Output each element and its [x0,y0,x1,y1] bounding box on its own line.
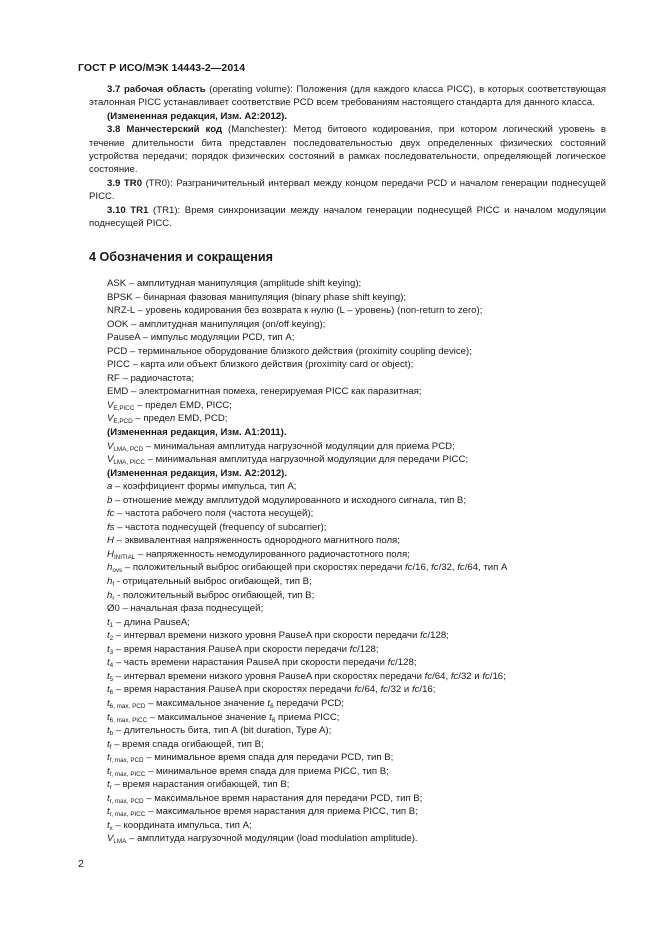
fc-symbol: fc [457,562,465,574]
symbol-subscript: 5 [109,675,114,683]
symbol-text: – предел EMD, PICC; [134,399,232,411]
symbol-subscript: r, max, PCD [109,797,144,805]
symbol-text: – минимальное время спада для приема PICC, тип В; [145,765,389,777]
list-item [107,548,607,562]
symbol: V [107,399,114,411]
symbol: h [107,576,113,588]
symbol-text: – минимальное время спада для передачи PCD, тип В; [143,752,394,764]
symbol-text: – максимальное время нарастания для приема PICC, тип В; [145,806,418,818]
symbol: h [107,562,113,574]
symbol: V [107,833,114,845]
symbol-text: – эквивалентная напряженность однородного магнитного поля; [113,535,400,547]
list-item [107,399,607,413]
symbol: t [107,765,110,777]
symbol: t [267,697,271,709]
list-item [107,751,607,765]
symbol-subscript: 6 [271,716,276,724]
symbol-text: /16; [489,670,506,682]
abbr-text: – бинарная фазовая манипуляция (binary phase shift keying); [132,291,407,303]
list-item [107,304,607,318]
def-term: Манчестерский код [126,124,223,136]
list-item [107,738,607,752]
symbol-text: /16; [419,684,436,696]
abbr-key: BPSK [107,291,133,303]
list-item [107,589,607,603]
symbols-list [107,277,607,846]
fc-symbol: fc [404,562,413,574]
abbr-key: PCD [107,345,128,357]
symbol: V [107,454,114,466]
symbol-subscript: E,PCD [113,418,133,426]
symbol-subscript: b [109,730,114,738]
def-number: 3.7 [107,84,121,95]
abbr-key: OOK [107,318,129,330]
symbol-text: – интервал времени низкого уровня PauseA при скоростях передачи [113,670,425,682]
fc-symbol: fc [431,562,439,574]
def-term: рабочая область [123,84,206,95]
symbol-text: – время нарастания PauseA при скоростях передачи [113,684,355,696]
amendment-note: (Измененная редакция, Изм. А2:2012). [107,110,288,122]
symbol-text: – время спада огибающей, тип В; [111,738,264,750]
symbol-text: – коэффициент формы импульса, тип А; [112,481,297,493]
symbol-text: – максимальное значение [147,711,270,723]
symbol-text: – максимальное значение [145,697,268,709]
symbol: t [107,616,110,628]
symbol-text: – время нарастания огибающей, тип В; [111,779,290,791]
fc-symbol: fc [380,684,388,696]
amendment-note: (Измененная редакция, Изм. А1:2011). [107,427,287,439]
def-number: 3.10 [107,204,126,216]
def-text: (TR0): Разграничительный интервал между концом передачи PCD и началом генерации поднесущей PICC. [89,177,606,203]
list-item [107,561,607,575]
symbol: V [107,413,114,425]
symbol-text: /16, [412,562,432,574]
symbol-subscript: E,PICC [113,404,135,412]
symbol-text: – минимальная амплитуда нагрузочной модуляции для передачи PICC; [144,454,469,466]
symbol-subscript: 6 [270,702,274,710]
list-item [107,521,607,535]
symbol-subscript: LMA, PICC [113,459,145,467]
symbol-text: /32 и [458,670,483,682]
symbol-text: – минимальная амплитуда нагрузочной модуляции для приема PCD; [143,440,455,452]
symbol-subscript: 4 [109,662,114,670]
fc-symbol: fc [349,643,358,655]
list-item [107,507,607,521]
symbol-text: /128; [357,643,379,655]
symbol-text: /128; [395,657,417,669]
list-item [107,277,607,291]
symbol-subscript: 1 [109,621,114,629]
symbol-subscript: 3 [109,648,114,656]
symbol: b [107,494,113,506]
symbol-text: – длительность бита, тип А (bit duration, Type A); [113,725,332,737]
section-heading: 4 Обозначения и сокращения [89,250,273,264]
list-item [107,453,607,467]
abbr-text: – амплитудная манипуляция (on/off keying); [128,318,326,330]
symbol-subscript: INITIAL [113,553,136,561]
symbol-subscript: LMA, PCD [113,445,144,453]
list-item [107,778,607,792]
symbol-text: – максимальное время нарастания для передачи PCD, тип В; [143,792,423,804]
abbr-key: PauseA [107,332,141,344]
list-item [107,683,607,697]
def-text: (operating volume): Положения (для каждого класса PICC), в которых соответствующая эталонная PICC устанавливает соответствие PCD всем требованиям настоящего стандарта для данного класса. [89,84,607,109]
list-item [107,832,607,846]
symbol: h [107,589,113,601]
list-item [107,318,607,332]
symbol-text: – длина PauseA; [113,616,190,628]
definition-3-7 [89,83,606,110]
symbol-text: /32 и [387,684,412,696]
def-text: (Manchester): Метод битового кодирования, при котором логический уровень в течение длительности бита представлен последовательностью двух определенных физических состояний устройства передачи; порядок физических состояний в рамках последовательности, определяющей логическое состояние. [89,124,606,176]
list-item [107,792,607,806]
list-item [107,765,607,779]
symbol-subscript: f [109,743,112,751]
symbol: t [107,657,110,669]
symbol-text: – часть времени нарастания PauseA при скорости передачи [113,657,388,669]
list-item [107,819,607,833]
list-item [107,643,607,657]
abbr-text: – радиочастота; [119,372,195,384]
list-item [107,331,607,345]
symbol-subscript: 6, max, PCD [109,702,146,710]
list-item [107,372,607,386]
list-item [107,440,607,454]
symbol-subscript: LMA [113,838,127,846]
list-item [107,412,607,426]
symbol-text: – частота поднесущей (frequency of subcarrier); [114,521,327,533]
symbol-text: – интервал времени низкого уровня PauseA при скорости передачи [113,630,421,642]
page-number: 2 [78,858,84,870]
symbol-text: /128; [427,630,449,642]
list-item [107,602,607,616]
symbol: Ø0 [107,603,120,615]
symbol-text: – частота рабочего поля (частота несущей); [114,508,314,520]
symbol-subscript: f, max, PICC [109,770,146,778]
abbr-text: – карта или объект близкого действия (proximity card or object); [129,359,414,371]
symbol: t [269,711,272,723]
symbol: V [107,440,114,452]
symbol-text: – напряженность немодулированного радиочастотного поля; [135,548,410,560]
list-item [107,697,607,711]
abbr-key: ASK [107,278,127,289]
fc-symbol: fc [420,630,428,642]
def-term: TR1 [130,204,149,216]
list-item [107,494,607,508]
symbol: t [107,697,110,709]
list-item [107,629,607,643]
symbol-text: – время нарастания PauseA при скорости передачи [113,643,350,655]
abbr-key: NRZ-L [107,305,135,317]
symbol-text: – положительный выброс огибающей при скоростях передачи [122,562,405,574]
fc-symbol: fc [387,657,396,669]
symbol: t [107,806,110,818]
standard-header: ГОСТ Р ИСО/МЭК 14443-2—2014 [78,62,246,74]
definition-3-8 [89,123,606,177]
definition-3-10 [89,204,606,231]
def-term: TR0 [123,177,143,189]
list-item [107,385,607,399]
symbol-text: – амплитуда нагрузочной модуляции (load modulation amplitude). [126,833,418,845]
symbol-subscript: f, max, PCD [109,757,144,765]
def-text: (TR1): Время синхронизации между началом генерации поднесущей PICC и началом модуляции поднесущей PICC. [89,204,606,230]
symbol: t [107,738,110,750]
fc-symbol: fc [450,670,459,682]
symbol: a [107,481,113,493]
symbol: fc [107,508,115,520]
symbol-text: /64, [361,684,381,696]
list-item [107,724,607,738]
abbr-text: – импульс модуляции PCD, тип А; [140,332,295,344]
symbol-text: – начальная фаза поднесущей; [119,603,264,615]
symbol-subscript: 6, max, PICC [109,716,148,724]
abbr-key: EMD [107,386,129,398]
fc-symbol: fc [424,670,433,682]
symbol: H [107,548,114,560]
symbol-text: передачи PCD; [273,697,344,709]
list-item [107,291,607,305]
list-item [107,345,607,359]
abbr-text: – терминальное оборудование близкого действия (proximity coupling device); [127,345,472,357]
symbol-text: – отношение между амплитудой модулированного и исходного сигнала, тип В; [112,494,466,506]
abbr-text: – электромагнитная помеха, генерируемая PICC как паразитная; [128,386,422,398]
abbr-key: PICC [107,359,130,371]
symbol-text: – предел EMD, PCD; [132,413,228,425]
list-item [107,656,607,670]
symbol-text: - положительный выброс огибающей, тип В; [114,589,315,601]
symbol-subscript: 2 [109,635,114,643]
symbol-subscript: 6 [109,689,114,697]
abbr-text: – уровень кодирования без возврата к нулю (L – уровень) (non-return to zero); [134,305,483,317]
definitions-section [89,83,606,230]
symbol: t [107,725,110,737]
amendment-note: (Измененная редакция, Изм. А2:2012). [107,467,288,479]
symbol: t [107,630,110,642]
symbol: fs [107,521,115,533]
symbol: t [107,643,110,655]
fc-symbol: fc [482,670,490,682]
list-item [107,711,607,725]
list-item [107,358,607,372]
symbol: H [107,535,114,547]
def-number: 3.9 [107,177,121,189]
symbol: t [107,670,110,682]
symbol-subscript: ovs [112,567,123,575]
list-item [107,575,607,589]
symbol: t [107,752,110,764]
fc-symbol: fc [354,684,362,696]
list-item [107,670,607,684]
symbol-subscript: r, max, PICC [109,811,146,819]
symbol: t [107,779,110,791]
symbol-subscript: x [109,824,113,832]
symbol: t [107,684,110,696]
fc-symbol: fc [411,684,420,696]
symbol-subscript: r [112,594,115,602]
def-number: 3.8 [107,124,121,136]
symbol-text: /32, [438,562,458,574]
symbol: t [107,792,110,804]
list-item [107,534,607,548]
symbol-subscript: r [109,784,112,792]
list-item [107,805,607,819]
symbol-text: – координата импульса, тип А; [112,819,252,831]
symbol-text: /64, [432,670,451,682]
symbol: t [107,819,110,831]
symbol: t [107,711,110,723]
symbol-text: - отрицательный выброс огибающей, тип В; [114,576,312,588]
symbol-subscript: f [112,581,115,589]
definition-3-9 [89,177,606,204]
symbol-text: приема PICC; [275,711,340,723]
list-item [107,480,607,494]
abbr-text: – амплитудная манипуляция (amplitude shift keying); [126,278,362,289]
abbr-key: RF [107,372,120,384]
symbol-text: /64, тип А [464,562,508,574]
list-item [107,616,607,630]
